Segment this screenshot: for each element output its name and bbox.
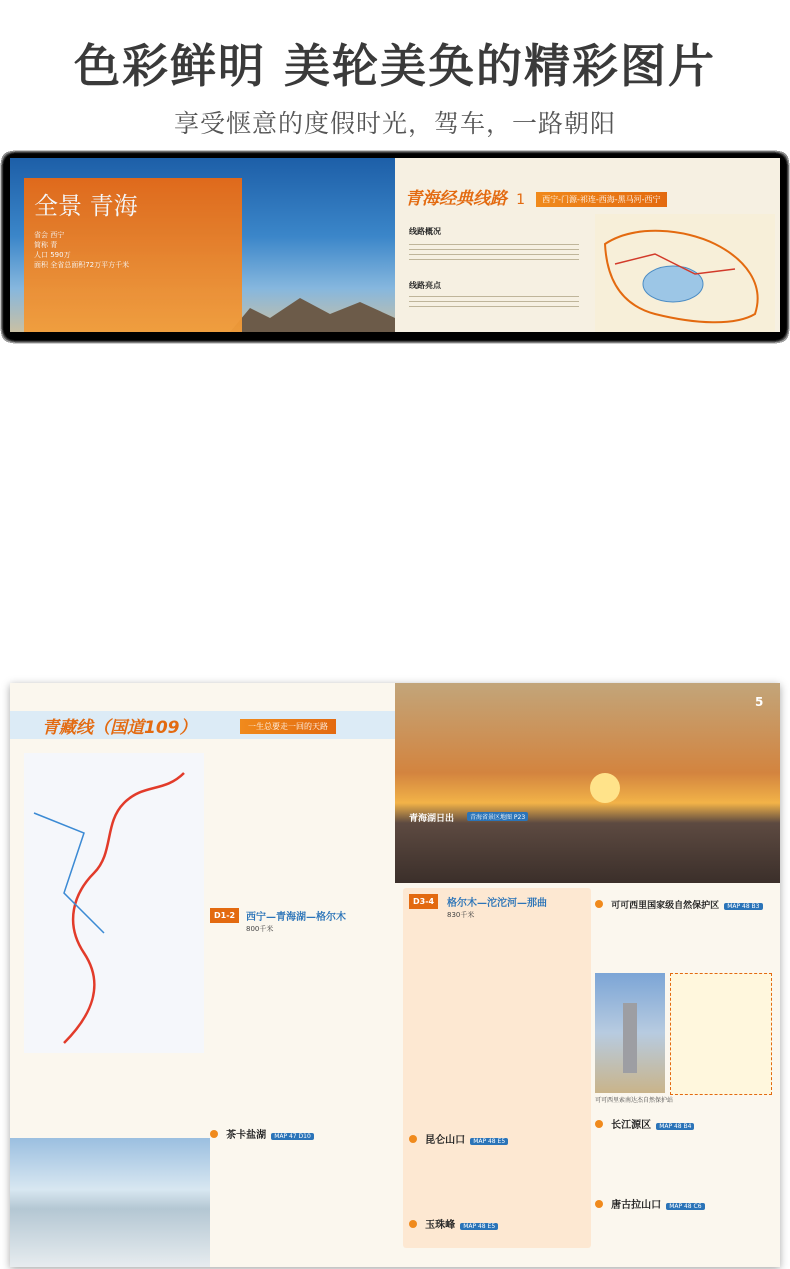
day1-badge: D1-2 (210, 908, 239, 923)
fact-capital: 省会 西宁 (34, 231, 65, 239)
salt-lake-map: MAP 47 D10 (271, 1133, 314, 1140)
sunset-map: 青海省景区地图 P23 (467, 812, 528, 821)
top-spread-with-content (10, 158, 780, 332)
panorama-title: 全景 青海 (34, 192, 138, 220)
page-headline: 色彩鲜明 美轮美奂的精彩图片 (73, 39, 716, 93)
right-page-route (395, 158, 780, 332)
salt-lake-title: 茶卡盐湖 (226, 1130, 267, 1141)
reserve-header (595, 893, 775, 912)
page-number: 5 (755, 695, 764, 709)
overview-text-lines (409, 240, 579, 264)
route-map (595, 214, 775, 332)
sun (590, 773, 620, 803)
tanggula-header (595, 1193, 705, 1212)
kunlun-header (409, 1128, 508, 1147)
day1-distance: 800千米 (246, 925, 274, 933)
fact-area: 面积 全省总面积72万平方千米 (34, 261, 130, 269)
route-path: 西宁-门源-祁连-西海-黑马河-西宁 (536, 192, 666, 207)
salt-lake-photo (10, 1138, 210, 1267)
fact-abbr: 简称 青 (34, 241, 58, 249)
yuzhu-title: 玉珠峰 (425, 1220, 456, 1231)
route-title-bar (405, 184, 775, 209)
sunset-photo (395, 683, 780, 883)
right-page-kekexili (395, 683, 780, 1267)
route-title: 青海经典线路 (405, 189, 507, 209)
memorial-photo (595, 973, 665, 1093)
yuzhu-header (409, 1213, 498, 1232)
qingzang-map (24, 753, 204, 1053)
day2-badge: D3-4 (409, 894, 438, 909)
tanggula-title: 唐古拉山口 (611, 1200, 662, 1211)
line-tag: 一生总要走一回的天路 (240, 719, 336, 734)
tanggula-map: MAP 48 C6 (666, 1203, 704, 1210)
highlight-text-lines (409, 292, 579, 311)
changjiang-header (595, 1113, 694, 1132)
left-page-qingzang (10, 683, 395, 1267)
sunset-title: 青海湖日出 (409, 814, 455, 824)
mountain-illustration (230, 288, 395, 332)
day1-route: 西宁—青海湖—格尔木 (246, 912, 346, 923)
day2-distance: 830千米 (447, 911, 475, 919)
memorial-caption: 可可西里索南达杰自然保护站 (595, 1097, 674, 1104)
line-title-bar (10, 711, 395, 739)
route-overview-title: 线路概况 (409, 227, 441, 236)
reserve-title: 可可西里国家级自然保护区 (611, 901, 720, 911)
facts-list (34, 230, 234, 270)
line-title: 青藏线（国道109） (42, 718, 197, 738)
day2-route: 格尔木—沱沱河—那曲 (447, 898, 547, 909)
route-highlight-title: 线路亮点 (409, 281, 441, 290)
panorama-panel (24, 178, 242, 332)
yuzhu-map: MAP 48 E5 (460, 1223, 498, 1230)
reserve-map: MAP 48 B3 (724, 903, 762, 910)
day2-box (403, 888, 591, 1248)
route-number: 1 (516, 192, 526, 208)
page-subline: 享受惬意的度假时光，驾车，一路朝阳 (173, 109, 616, 138)
changjiang-title: 长江源区 (611, 1120, 652, 1131)
bottom-spread (10, 683, 780, 1267)
changjiang-map: MAP 48 B4 (656, 1123, 694, 1130)
salt-lake-header (210, 1123, 390, 1142)
left-page-qinghai (10, 158, 395, 332)
poem-box (670, 973, 772, 1095)
kunlun-map: MAP 48 E5 (470, 1138, 508, 1145)
kunlun-title: 昆仑山口 (425, 1135, 466, 1146)
fact-population: 人口 590万 (34, 251, 71, 259)
